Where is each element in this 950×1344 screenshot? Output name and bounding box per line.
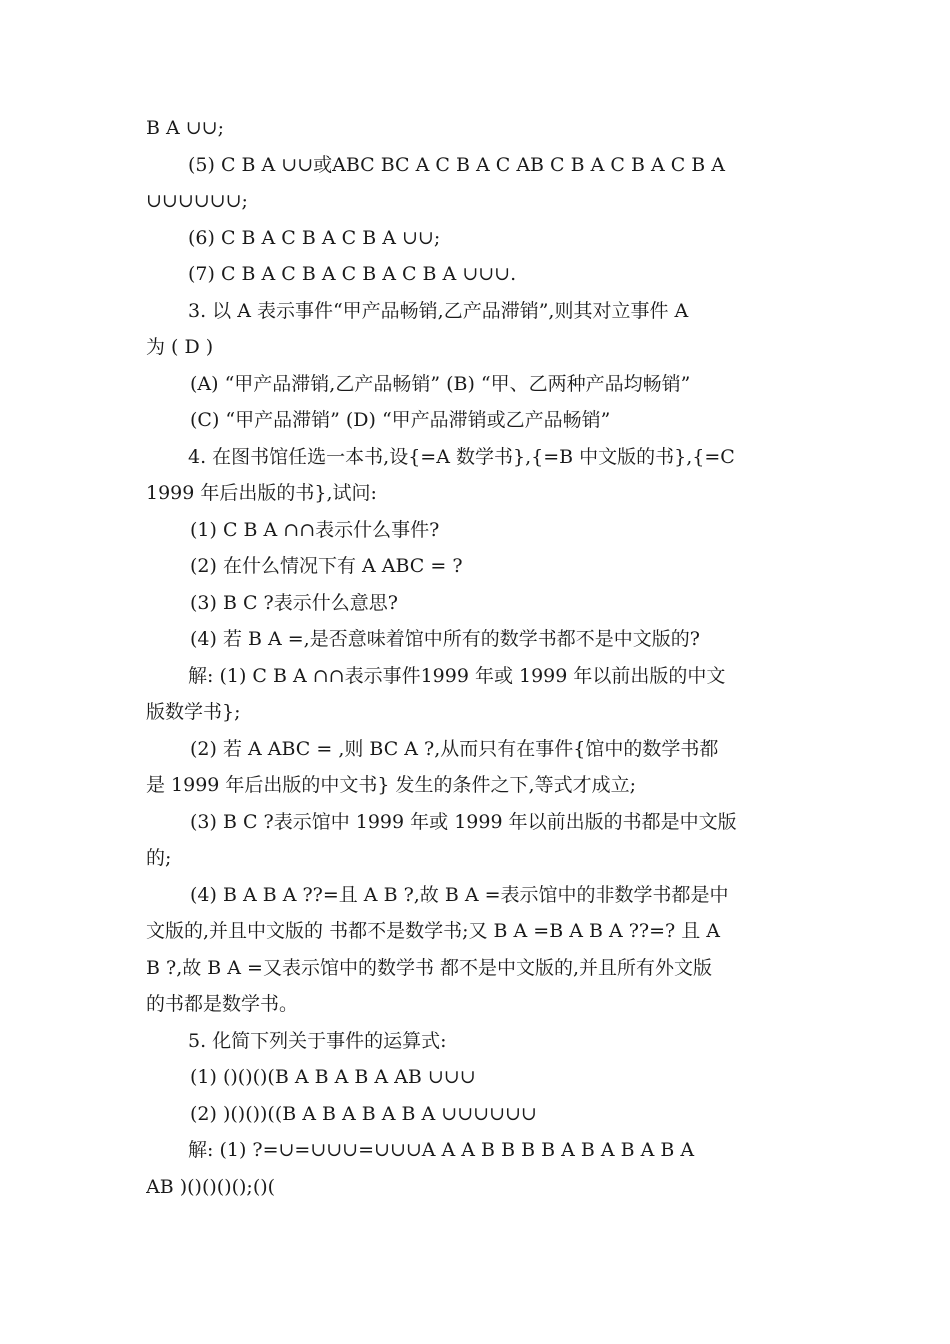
text-line: 版数学书}; — [146, 701, 241, 723]
document-body — [146, 110, 816, 1205]
sub-question: (2) )()())((B A B A B A B A ∪∪∪∪∪∪ — [190, 1102, 537, 1125]
text-line: (7) C B A C B A C B A C B A ∪∪∪. — [188, 263, 517, 285]
text-line: ∪∪∪∪∪∪; — [146, 190, 248, 212]
solution-line: (4) B A B A ??=且 A B ?,故 B A =表示馆中的非数学书都是中 — [190, 883, 729, 906]
text-line: B A ∪∪; — [146, 117, 225, 139]
sub-question: (1) ()()()(B A B A B A AB ∪∪∪ — [190, 1066, 476, 1088]
text-line: (5) C B A ∪∪或ABC BC A C B A C AB C B A C B A C B A — [188, 153, 726, 176]
text-line: 是 1999 年后出版的中文书} 发生的条件之下,等式才成立; — [146, 774, 637, 796]
sub-question: (3) B C ?表示什么意思? — [190, 591, 398, 614]
text-line: 的书都是数学书。 — [146, 993, 299, 1015]
solution-line: 解: (1) C B A ∩∩表示事件1999 年或 1999 年以前出版的中文 — [188, 664, 726, 687]
text-line: 为 ( D ) — [146, 336, 214, 358]
question-3: 3. 以 A 表示事件“甲产品畅销,乙产品滞销”,则其对立事件 A — [188, 299, 689, 322]
question-4: 4. 在图书馆任选一本书,设{=A 数学书},{=B 中文版的书},{=C — [188, 445, 735, 468]
option-line: (C) “甲产品滞销” (D) “甲产品滞销或乙产品畅销” — [190, 409, 611, 431]
question-5: 5. 化简下列关于事件的运算式: — [188, 1029, 447, 1052]
sub-question: (1) C B A ∩∩表示什么事件? — [190, 518, 440, 541]
text-line: 1999 年后出版的书},试问: — [146, 482, 377, 504]
option-line: (A) “甲产品滞销,乙产品畅销” (B) “甲、乙两种产品均畅销” — [190, 372, 691, 395]
text-line: (6) C B A C B A C B A ∪∪; — [188, 226, 441, 249]
text-line: B ?,故 B A =又表示馆中的数学书 都不是中文版的,并且所有外文版 — [146, 956, 713, 979]
sub-question: (4) 若 B A =,是否意味着馆中所有的数学书都不是中文版的? — [190, 628, 700, 650]
text-line: 的; — [146, 847, 172, 869]
text-line: 文版的,并且中文版的 书都不是数学书;又 B A =B A B A ??=? 且 A — [146, 920, 721, 942]
sub-question: (2) 在什么情况下有 A ABC = ? — [190, 555, 463, 577]
solution-line: 解: (1) ?=∪=∪∪∪=∪∪∪A A A B B B B A B A B A B A — [188, 1139, 695, 1161]
solution-line: (2) 若 A ABC = ,则 BC A ?,从而只有在事件{馆中的数学书都 — [190, 737, 719, 760]
solution-line: (3) B C ?表示馆中 1999 年或 1999 年以前出版的书都是中文版 — [190, 810, 737, 833]
text-line: AB )()()()();()( — [146, 1175, 276, 1198]
